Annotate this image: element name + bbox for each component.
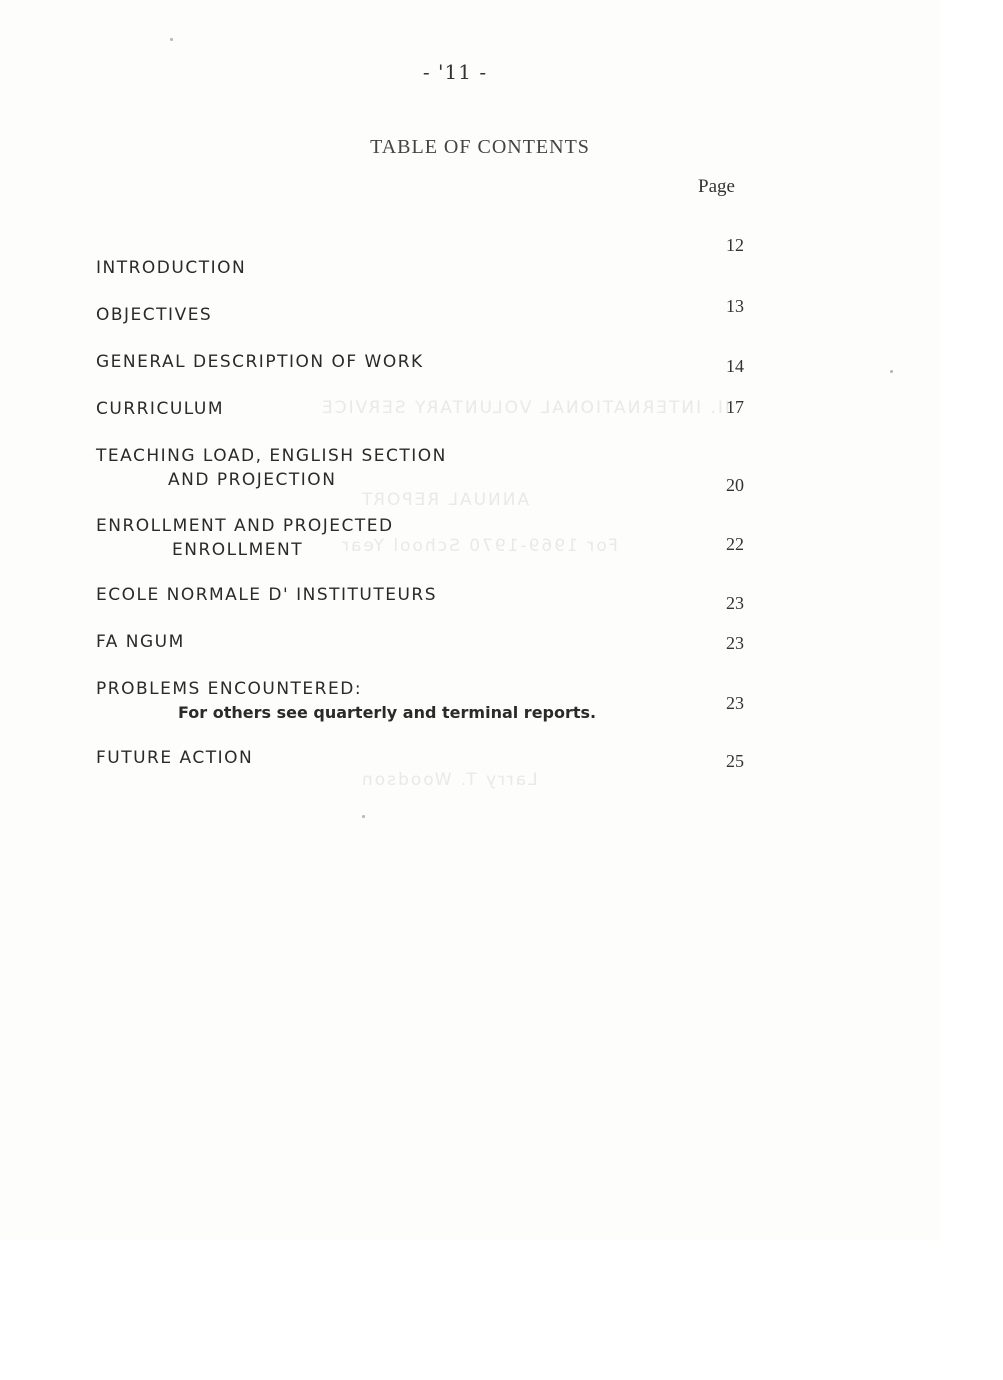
page-number: - '11 -	[422, 60, 488, 84]
toc-entry-teaching-load-cont: AND PROJECTION	[168, 470, 337, 490]
show-through-bleed: For 1969-1970 School Year	[340, 536, 618, 556]
toc-page-enrollment: 22	[726, 534, 744, 554]
scan-speck	[890, 370, 893, 373]
page-title: TABLE OF CONTENTS	[370, 136, 590, 158]
toc-page-introduction: 12	[726, 235, 744, 255]
toc-page-ecole-normale: 23	[726, 593, 744, 613]
show-through-bleed: Larry T. Woodson	[360, 770, 538, 790]
toc-entry-teaching-load: TEACHING LOAD, ENGLISH SECTION	[96, 446, 447, 466]
toc-entry-enrollment-cont: ENROLLMENT	[172, 540, 304, 560]
toc-page-fa-ngum: 23	[726, 633, 744, 653]
toc-entry-enrollment: ENROLLMENT AND PROJECTED	[96, 516, 394, 536]
toc-page-general-description: 14	[726, 356, 744, 376]
scan-speck	[170, 38, 173, 41]
toc-entry-curriculum: CURRICULUM	[96, 399, 224, 419]
toc-entry-problems: PROBLEMS ENCOUNTERED:	[96, 679, 363, 699]
page-margin	[0, 1240, 1003, 1380]
toc-page-future-action: 25	[726, 751, 744, 771]
page-column-header: Page	[698, 176, 735, 197]
show-through-bleed: II. INTERNATIONAL VOLUNTARY SERVICE	[320, 398, 730, 418]
toc-entry-problems-note: For others see quarterly and terminal reports.	[178, 703, 597, 722]
scan-speck	[362, 815, 365, 818]
toc-page-objectives: 13	[726, 296, 744, 316]
toc-page-teaching-load: 20	[726, 475, 744, 495]
toc-entry-ecole-normale: ECOLE NORMALE D' INSTITUTEURS	[96, 585, 438, 605]
show-through-bleed: ANNUAL REPORT	[360, 490, 530, 510]
toc-entry-future-action: FUTURE ACTION	[96, 748, 254, 768]
toc-page-problems: 23	[726, 693, 744, 713]
toc-page-curriculum: 17	[726, 397, 744, 417]
toc-entry-general-description: GENERAL DESCRIPTION OF WORK	[96, 352, 424, 372]
toc-entry-fa-ngum: FA NGUM	[96, 632, 185, 652]
toc-entry-objectives: OBJECTIVES	[96, 305, 213, 325]
toc-entry-introduction: INTRODUCTION	[96, 258, 247, 278]
